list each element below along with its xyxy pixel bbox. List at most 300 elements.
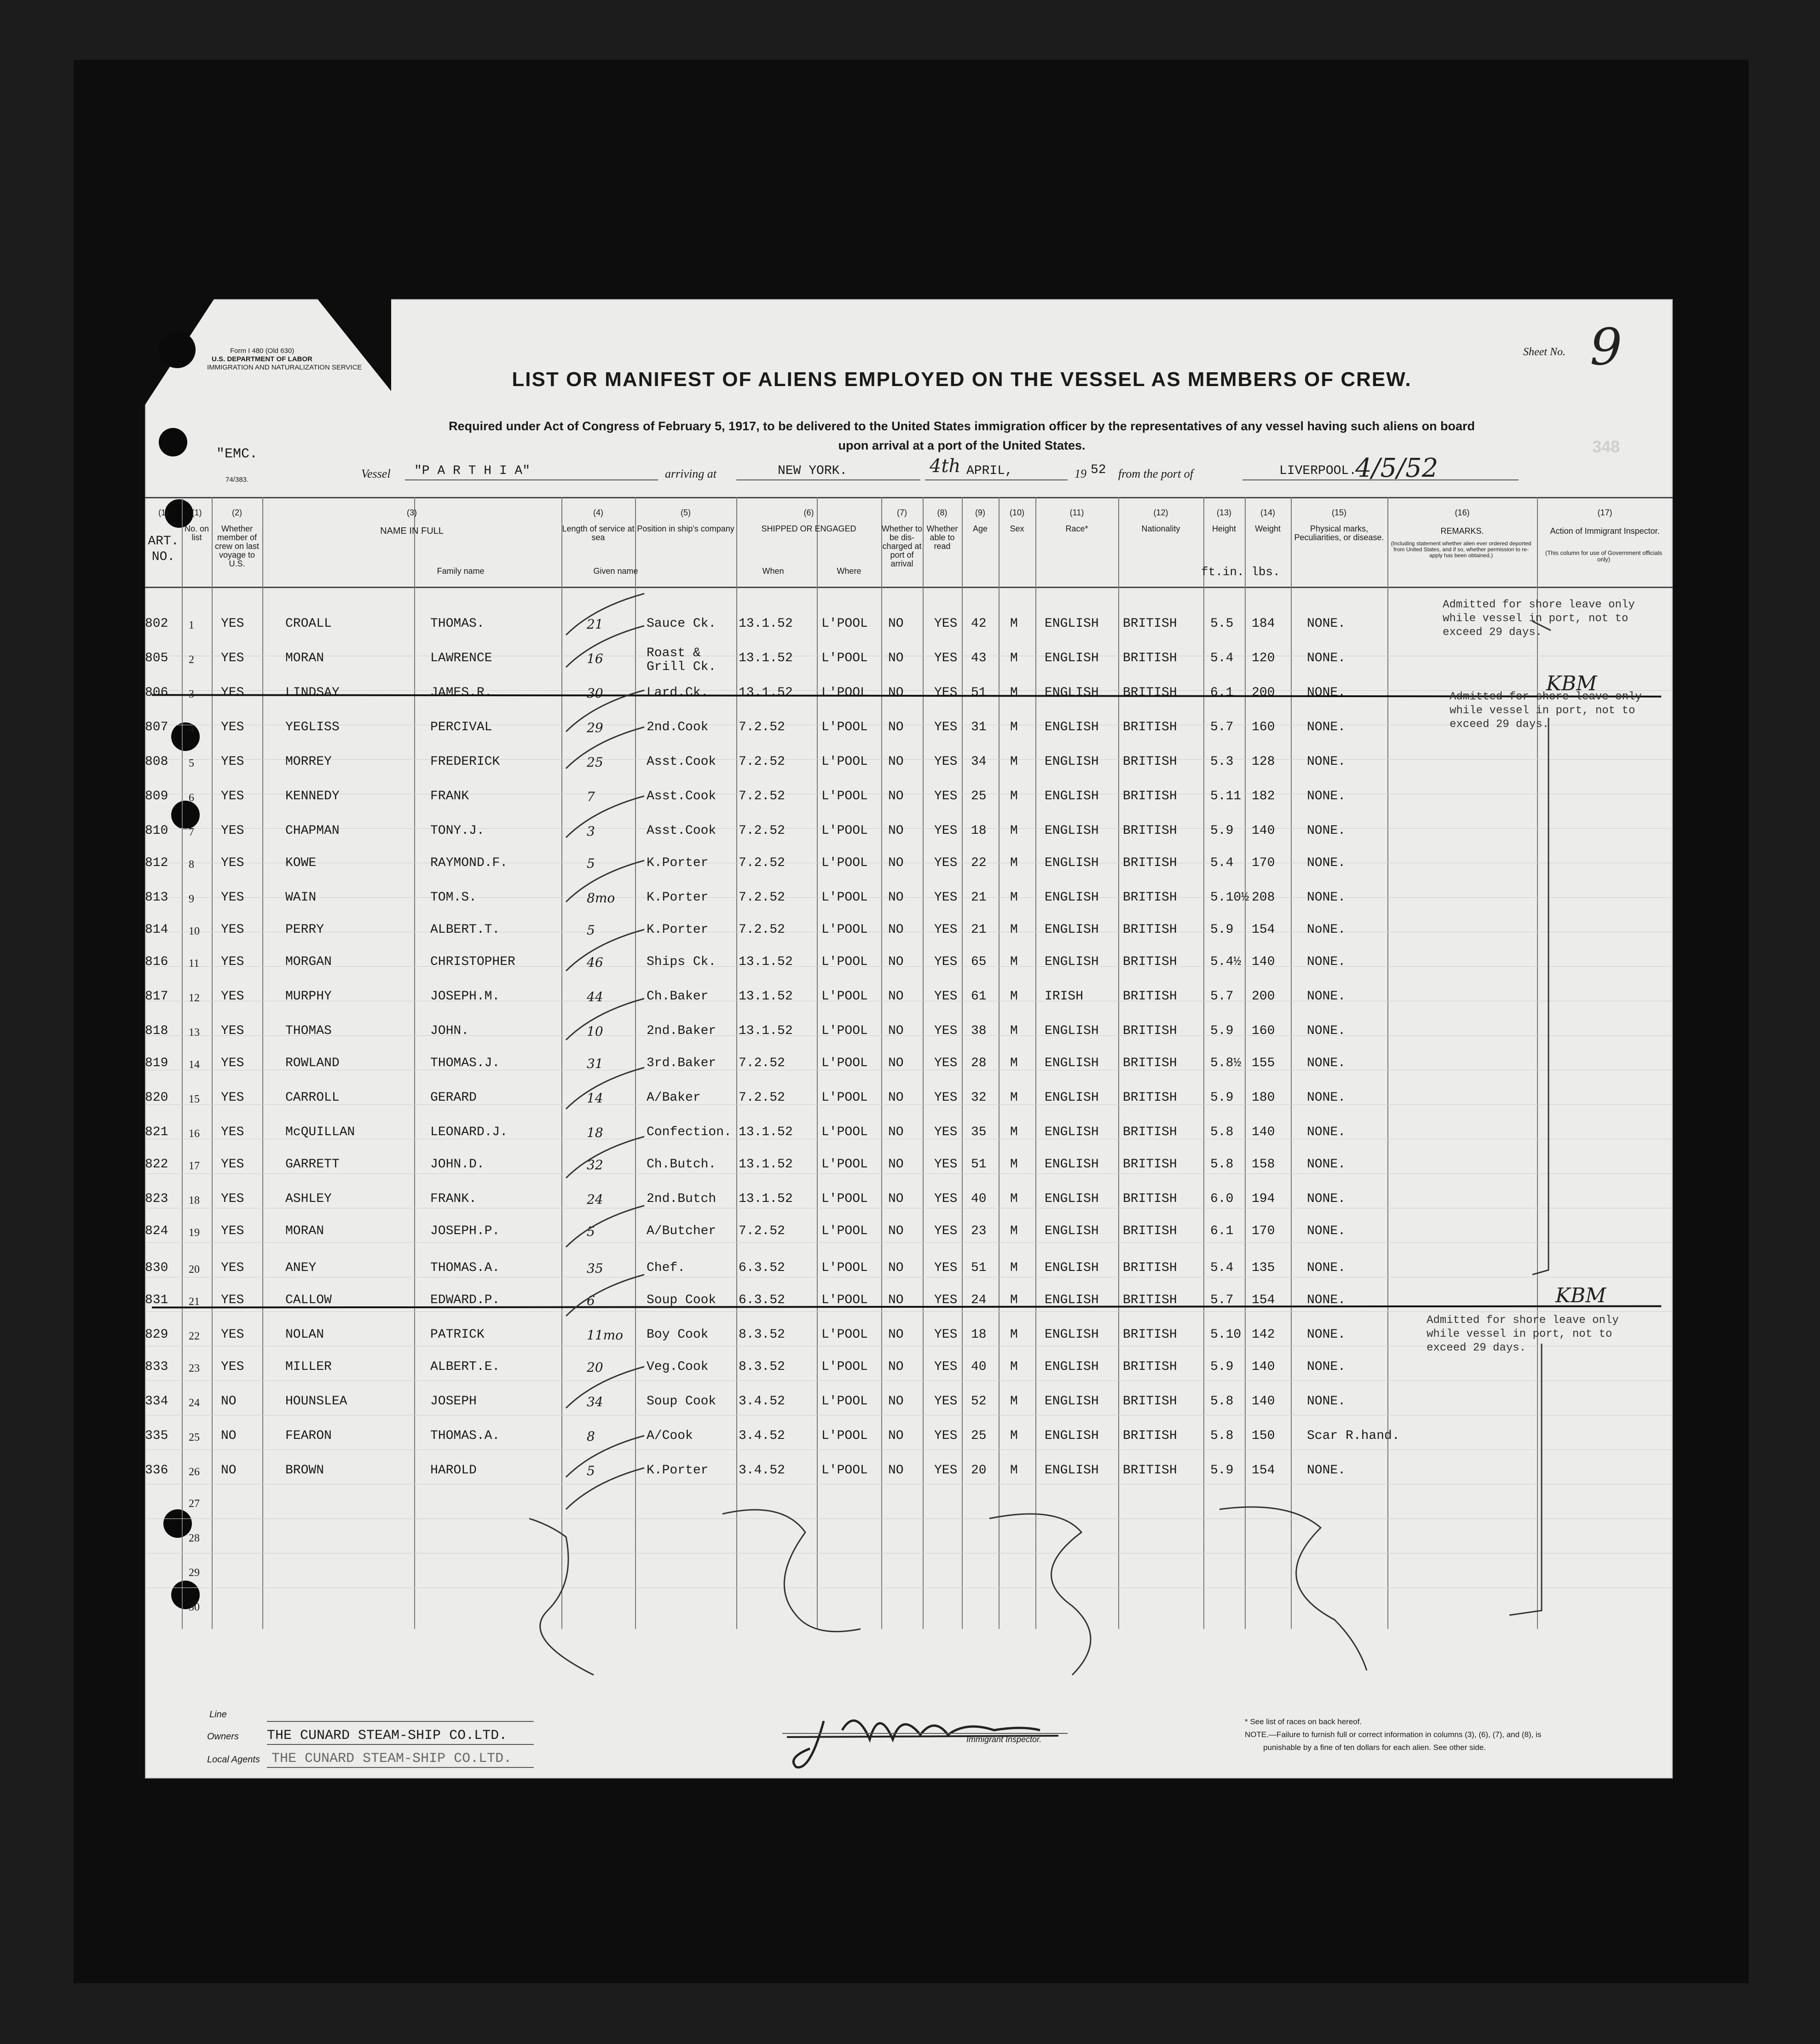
inspector-initials: KBM: [1546, 672, 1597, 695]
service-length: 8: [587, 1429, 595, 1444]
list-number: 12: [189, 992, 200, 1004]
list-number: 19: [189, 1227, 200, 1239]
check-mark: [566, 796, 644, 837]
list-number: 21: [189, 1296, 200, 1308]
service-length: 3: [587, 824, 595, 839]
service-length: 11mo: [587, 1328, 624, 1343]
empty-row-number: 29: [189, 1567, 200, 1579]
height: 5.9: [1210, 824, 1234, 838]
list-number: 7: [189, 826, 194, 838]
age: 40: [971, 1360, 987, 1374]
race: ENGLISH: [1045, 824, 1099, 838]
list-number: 16: [189, 1128, 200, 1140]
shipped-where: L'POOL: [821, 1091, 868, 1105]
height: 5.9: [1210, 1091, 1234, 1105]
weight: 154: [1252, 923, 1275, 937]
position: A/Butcher: [647, 1224, 716, 1238]
given-name: TONY.J.: [430, 824, 485, 838]
list-number: 15: [189, 1093, 200, 1105]
age: 28: [971, 1056, 987, 1070]
column-header: Sex: [1010, 524, 1024, 533]
physical-marks: NONE.: [1307, 1157, 1346, 1172]
shipped-where: L'POOL: [821, 989, 868, 1004]
able-to-read: YES: [934, 1394, 958, 1409]
family-name: KENNEDY: [285, 789, 340, 803]
age: 51: [971, 686, 987, 700]
physical-marks: NONE.: [1307, 1125, 1346, 1139]
last-voyage: YES: [221, 1360, 244, 1374]
family-name: ANEY: [285, 1261, 317, 1275]
column-number: (15): [1331, 508, 1346, 517]
physical-marks: NONE.: [1307, 1360, 1346, 1374]
column-number: (1): [191, 508, 202, 517]
nationality: BRITISH: [1123, 1328, 1177, 1342]
shipped-where: L'POOL: [821, 1463, 868, 1478]
remark-shore-leave: Admitted for shore leave only while vessel in port, not to exceed 29 days.: [1443, 599, 1635, 639]
column-header: Height: [1212, 524, 1236, 533]
sex: M: [1010, 923, 1018, 937]
service-length: 5: [587, 856, 595, 871]
weight: 160: [1252, 720, 1275, 734]
given-name: THOMAS.A.: [430, 1261, 500, 1275]
arriving-port: NEW YORK.: [778, 464, 848, 478]
discharged: NO: [888, 1293, 904, 1307]
shipped-when: 7.2.52: [739, 824, 785, 838]
discharged: NO: [888, 1024, 904, 1038]
shipped-where: L'POOL: [821, 755, 868, 769]
given-name: GERARD: [430, 1091, 477, 1105]
weight: 158: [1252, 1157, 1275, 1172]
sex: M: [1010, 720, 1018, 734]
units-label: ft.in. lbs.: [1201, 565, 1280, 579]
height: 6.0: [1210, 1192, 1234, 1206]
height: 5.3: [1210, 755, 1234, 769]
art-number: 823: [145, 1192, 168, 1206]
physical-marks: NONE.: [1307, 989, 1346, 1004]
weight: 140: [1252, 955, 1275, 969]
discharged: NO: [888, 923, 904, 937]
position: Veg.Cook: [647, 1360, 709, 1374]
sex: M: [1010, 755, 1018, 769]
able-to-read: YES: [934, 720, 958, 734]
race: ENGLISH: [1045, 1125, 1099, 1139]
local-agents-label: Local Agents: [207, 1755, 260, 1765]
check-mark: [566, 1468, 644, 1509]
given-name: FREDERICK: [430, 755, 500, 769]
able-to-read: YES: [934, 651, 958, 665]
physical-marks: NONE.: [1307, 1293, 1346, 1307]
nationality: BRITISH: [1123, 1224, 1177, 1238]
able-to-read: YES: [934, 755, 958, 769]
shipped-when: 3.4.52: [739, 1463, 785, 1478]
height: 5.8: [1210, 1157, 1234, 1172]
sex: M: [1010, 1394, 1018, 1409]
list-number: 22: [189, 1330, 200, 1342]
shipped-where: L'POOL: [821, 1328, 868, 1342]
weight: 120: [1252, 651, 1275, 665]
list-number: 8: [189, 859, 194, 871]
weight: 182: [1252, 789, 1275, 803]
race: ENGLISH: [1045, 617, 1099, 631]
shipped-where: L'POOL: [821, 1024, 868, 1038]
able-to-read: YES: [934, 1024, 958, 1038]
list-number: 3: [189, 688, 194, 700]
physical-marks: NONE.: [1307, 720, 1346, 734]
height: 5.8: [1210, 1394, 1234, 1409]
service-length: 30: [587, 686, 603, 701]
inspector-label: Immigrant Inspector.: [966, 1735, 1042, 1744]
position: Soup Cook: [647, 1394, 716, 1409]
position: Asst.Cook: [647, 755, 716, 769]
from-port: LIVERPOOL.: [1279, 464, 1357, 478]
able-to-read: YES: [934, 955, 958, 969]
footnote-penalty: NOTE.—Failure to furnish full or correct information in columns (3), (6), (7), and (8), is: [1245, 1730, 1542, 1739]
physical-marks: NONE.: [1307, 1394, 1346, 1409]
given-name: JAMES.R.: [430, 686, 492, 700]
position: K.Porter: [647, 923, 709, 937]
family-name: MORREY: [285, 755, 332, 769]
sex: M: [1010, 651, 1018, 665]
service-length: 5: [587, 1463, 595, 1478]
empty-row-number: 27: [189, 1498, 200, 1510]
race: ENGLISH: [1045, 1429, 1099, 1443]
nationality: BRITISH: [1123, 720, 1177, 734]
family-name: ASHLEY: [285, 1192, 332, 1206]
weight: 140: [1252, 1125, 1275, 1139]
race: ENGLISH: [1045, 1293, 1099, 1307]
check-mark: [566, 999, 644, 1040]
nationality: BRITISH: [1123, 651, 1177, 665]
column-number: (3): [407, 508, 417, 517]
shipped-when: 7.2.52: [739, 1224, 785, 1238]
check-mark: [566, 727, 644, 768]
shipped-where: L'POOL: [821, 824, 868, 838]
sex: M: [1010, 989, 1018, 1004]
service-length: 21: [587, 617, 603, 632]
service-length: 32: [587, 1157, 603, 1172]
shipped-where: L'POOL: [821, 651, 868, 665]
position: 2nd.Baker: [647, 1024, 716, 1038]
family-name: CALLOW: [285, 1293, 332, 1307]
check-mark: [566, 1275, 644, 1316]
nationality: BRITISH: [1123, 1293, 1177, 1307]
age: 24: [971, 1293, 987, 1307]
position: K.Porter: [647, 890, 709, 905]
given-name: LAWRENCE: [430, 651, 492, 665]
discharged: NO: [888, 720, 904, 734]
list-number: 13: [189, 1027, 200, 1039]
service-length: 35: [587, 1261, 603, 1276]
physical-marks: NONE.: [1307, 856, 1346, 870]
nationality: BRITISH: [1123, 1192, 1177, 1206]
shipped-when: 7.2.52: [739, 720, 785, 734]
age: 25: [971, 1429, 987, 1443]
service-length: 10: [587, 1024, 603, 1039]
local-agents-value: THE CUNARD STEAM-SHIP CO.LTD.: [272, 1751, 512, 1767]
list-number: 2: [189, 654, 194, 666]
nationality: BRITISH: [1123, 923, 1177, 937]
family-name: PERRY: [285, 923, 324, 937]
discharged: NO: [888, 989, 904, 1004]
arrival-day: 4th: [930, 456, 961, 477]
column-number: (9): [975, 508, 985, 517]
weight: 154: [1252, 1293, 1275, 1307]
age: 25: [971, 789, 987, 803]
shipped-when-header: When: [762, 566, 784, 576]
able-to-read: YES: [934, 1125, 958, 1139]
last-voyage: YES: [221, 1192, 244, 1206]
remark-shore-leave: Admitted for shore leave only while vessel in port, not to exceed 29 days.: [1450, 691, 1642, 731]
height: 5.9: [1210, 923, 1234, 937]
position: Ch.Baker: [647, 989, 709, 1004]
column-number: (13): [1216, 508, 1231, 517]
art-number: 829: [145, 1328, 168, 1342]
handwritten-date: 4/5/52: [1355, 453, 1439, 483]
sex: M: [1010, 1293, 1018, 1307]
able-to-read: YES: [934, 824, 958, 838]
last-voyage: YES: [221, 1293, 244, 1307]
shipped-when: 7.2.52: [739, 789, 785, 803]
physical-marks: NONE.: [1307, 824, 1346, 838]
list-number: 20: [189, 1264, 200, 1276]
shipped-where: L'POOL: [821, 890, 868, 905]
last-voyage: YES: [221, 923, 244, 937]
discharged: NO: [888, 1463, 904, 1478]
service-length: 34: [587, 1394, 603, 1409]
last-voyage: NO: [221, 1429, 237, 1443]
art-number: 814: [145, 923, 168, 937]
able-to-read: YES: [934, 1328, 958, 1342]
age: 20: [971, 1463, 987, 1478]
age: 31: [971, 720, 987, 734]
given-name: CHRISTOPHER: [430, 955, 515, 969]
column-number: (14): [1260, 508, 1275, 517]
given-name: PATRICK: [430, 1328, 485, 1342]
last-voyage: YES: [221, 1328, 244, 1342]
check-mark: [566, 1206, 644, 1247]
age: 21: [971, 923, 987, 937]
position: Chef.: [647, 1261, 686, 1275]
shipped-when: 13.1.52: [739, 989, 793, 1004]
able-to-read: YES: [934, 686, 958, 700]
check-mark: [566, 626, 644, 667]
given-name: RAYMOND.F.: [430, 856, 508, 870]
list-number: 14: [189, 1059, 200, 1071]
handwritten-marks: [529, 580, 1680, 1703]
art-number: 805: [145, 651, 168, 665]
check-mark: [566, 1068, 644, 1109]
column-number: (1): [158, 508, 168, 517]
service-length: 24: [587, 1192, 603, 1207]
column-header: Age: [972, 524, 988, 533]
list-number: 5: [189, 757, 194, 769]
torn-edge: [318, 299, 391, 391]
empty-row-number: 30: [189, 1601, 200, 1613]
shipped-when: 6.3.52: [739, 1261, 785, 1275]
weight: 142: [1252, 1328, 1275, 1342]
sex: M: [1010, 1056, 1018, 1070]
list-number: 1: [189, 619, 194, 631]
service-length: 16: [587, 651, 603, 666]
discharged: NO: [888, 789, 904, 803]
last-voyage: YES: [221, 1091, 244, 1105]
race: ENGLISH: [1045, 923, 1099, 937]
vessel-name: "P A R T H I A": [414, 464, 531, 478]
nationality: BRITISH: [1123, 686, 1177, 700]
shipped-when: 13.1.52: [739, 1125, 793, 1139]
discharged: NO: [888, 1429, 904, 1443]
service-name: IMMIGRATION AND NATURALIZATION SERVICE: [207, 364, 362, 371]
family-name: KOWE: [285, 856, 317, 870]
weight: 184: [1252, 617, 1275, 631]
family-name: MURPHY: [285, 989, 332, 1004]
height: 5.4½: [1210, 955, 1242, 969]
shipped-when: 7.2.52: [739, 890, 785, 905]
height: 5.10½: [1210, 890, 1249, 905]
able-to-read: YES: [934, 856, 958, 870]
age: 40: [971, 1192, 987, 1206]
height: 5.7: [1210, 1293, 1234, 1307]
family-name: CHAPMAN: [285, 824, 340, 838]
check-mark: [566, 860, 644, 902]
line-label: Line: [209, 1709, 227, 1720]
nationality: BRITISH: [1123, 1394, 1177, 1409]
physical-marks: NONE.: [1307, 686, 1346, 700]
service-length: 25: [587, 755, 603, 770]
physical-marks: NONE.: [1307, 1056, 1346, 1070]
list-number: 10: [189, 925, 200, 937]
sex: M: [1010, 1261, 1018, 1275]
given-name: JOSEPH.P.: [430, 1224, 500, 1238]
art-number: 334: [145, 1394, 168, 1409]
able-to-read: YES: [934, 890, 958, 905]
shipped-where: L'POOL: [821, 1429, 868, 1443]
from-port-label: from the port of: [1118, 467, 1193, 480]
shipped-when: 7.2.52: [739, 923, 785, 937]
department-name: U.S. DEPARTMENT OF LABOR: [212, 355, 312, 363]
race: ENGLISH: [1045, 1261, 1099, 1275]
art-number: 831: [145, 1293, 168, 1307]
sex: M: [1010, 856, 1018, 870]
family-name: WAIN: [285, 890, 317, 905]
nationality: BRITISH: [1123, 890, 1177, 905]
check-mark: [566, 930, 644, 971]
given-name: THOMAS.A.: [430, 1429, 500, 1443]
position: Asst.Cook: [647, 789, 716, 803]
height: 5.10: [1210, 1328, 1242, 1342]
age: 18: [971, 824, 987, 838]
given-name: JOHN.: [430, 1024, 469, 1038]
height: 5.4: [1210, 651, 1234, 665]
discharged: NO: [888, 824, 904, 838]
weight: 208: [1252, 890, 1275, 905]
art-number: 802: [145, 617, 168, 631]
given-name: JOHN.D.: [430, 1157, 485, 1172]
punch-hole: [159, 331, 196, 368]
weight: 140: [1252, 1360, 1275, 1374]
height: 5.8½: [1210, 1056, 1242, 1070]
shipped-where: L'POOL: [821, 686, 868, 700]
family-name: GARRETT: [285, 1157, 340, 1172]
column-header: Length of service at sea: [562, 524, 635, 542]
column-header: Nationality: [1141, 524, 1180, 533]
sex: M: [1010, 1024, 1018, 1038]
given-name-header: Given name: [593, 566, 638, 576]
shipped-when: 13.1.52: [739, 1192, 793, 1206]
age: 21: [971, 890, 987, 905]
family-name: CROALL: [285, 617, 332, 631]
physical-marks: NONE.: [1307, 1224, 1346, 1238]
race: ENGLISH: [1045, 1360, 1099, 1374]
nationality: BRITISH: [1123, 755, 1177, 769]
column-header: Whether able to read: [926, 524, 958, 551]
weight: 128: [1252, 755, 1275, 769]
last-voyage: YES: [221, 1261, 244, 1275]
arriving-label: arriving at: [665, 467, 716, 480]
able-to-read: YES: [934, 1429, 958, 1443]
height: 6.1: [1210, 686, 1234, 700]
family-name: ROWLAND: [285, 1056, 340, 1070]
height: 5.9: [1210, 1360, 1234, 1374]
shipped-where: L'POOL: [821, 1261, 868, 1275]
form-number: Form I 480 (Old 630): [230, 347, 295, 355]
footnote-races: * See list of races on back hereof.: [1245, 1717, 1362, 1726]
discharged: NO: [888, 890, 904, 905]
vessel-label: Vessel: [361, 467, 391, 480]
height: 6.1: [1210, 1224, 1234, 1238]
empty-row-number: 28: [189, 1532, 200, 1544]
family-name: BROWN: [285, 1463, 324, 1478]
height: 5.8: [1210, 1429, 1234, 1443]
column-number: (2): [232, 508, 242, 517]
discharged: NO: [888, 856, 904, 870]
physical-marks: NONE.: [1307, 1192, 1346, 1206]
sex: M: [1010, 1360, 1018, 1374]
discharged: NO: [888, 755, 904, 769]
sheet-label: Sheet No.: [1523, 346, 1566, 358]
shipped-when: 13.1.52: [739, 686, 793, 700]
check-mark: [566, 1367, 644, 1408]
physical-marks: NONE.: [1307, 1261, 1346, 1275]
art-number: 816: [145, 955, 168, 969]
shipped-where: L'POOL: [821, 1157, 868, 1172]
art-number: 336: [145, 1463, 168, 1478]
family-name: FEARON: [285, 1429, 332, 1443]
shipped-where-header: Where: [837, 566, 861, 576]
art-number: 808: [145, 755, 168, 769]
family-name: THOMAS: [285, 1024, 332, 1038]
physical-marks: NONE.: [1307, 1328, 1346, 1342]
discharged: NO: [888, 1224, 904, 1238]
column-number: (5): [681, 508, 691, 517]
last-voyage: NO: [221, 1394, 237, 1409]
column-header: ART. NO.: [148, 534, 179, 564]
art-number: 810: [145, 824, 168, 838]
bracket-line: [1532, 718, 1548, 1275]
height: 5.4: [1210, 1261, 1234, 1275]
art-number: 817: [145, 989, 168, 1004]
discharged: NO: [888, 651, 904, 665]
art-number: 812: [145, 856, 168, 870]
position: Ships Ck.: [647, 955, 716, 969]
given-name: THOMAS.: [430, 617, 485, 631]
shipped-where: L'POOL: [821, 789, 868, 803]
weight: 150: [1252, 1429, 1275, 1443]
column-header: Whether member of crew on last voyage to U.S.: [214, 524, 260, 568]
column-number: (8): [937, 508, 948, 517]
nationality: BRITISH: [1123, 617, 1177, 631]
sex: M: [1010, 1192, 1018, 1206]
